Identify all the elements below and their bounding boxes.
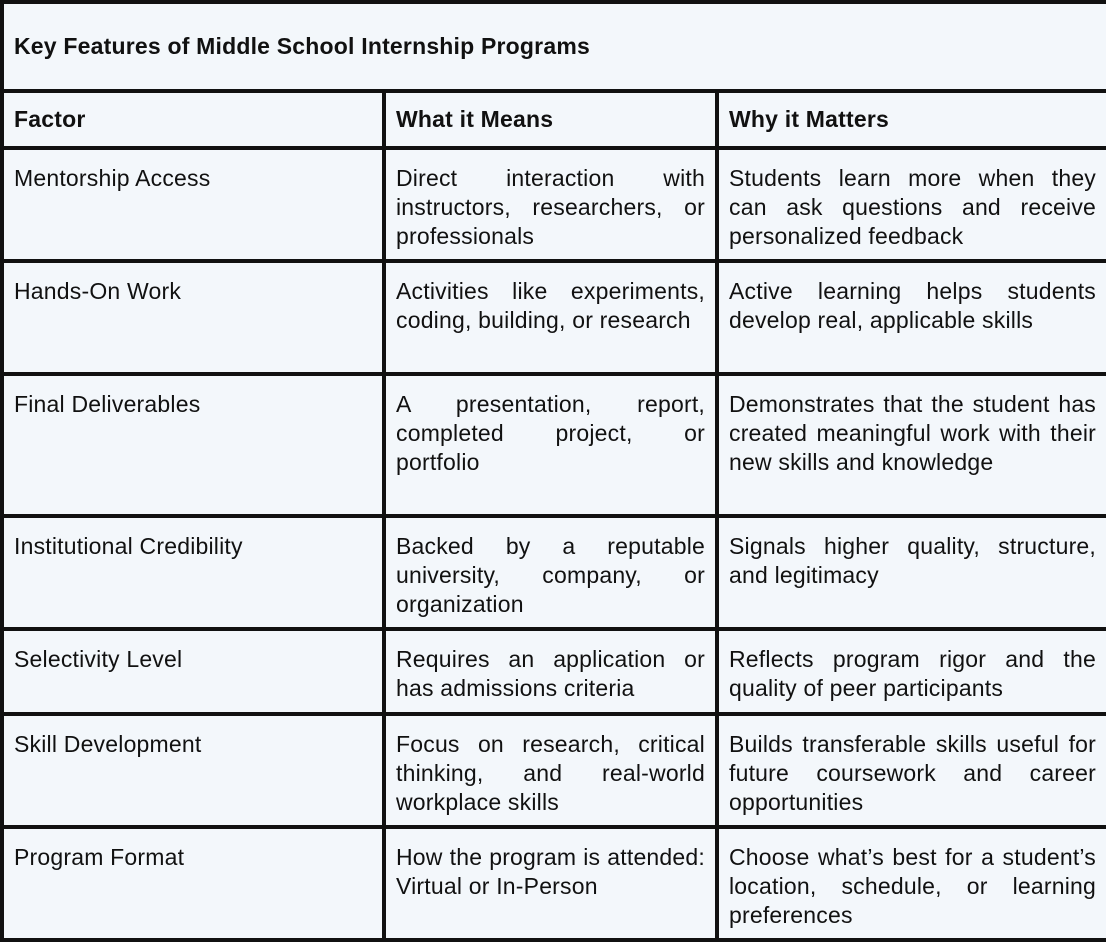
matters-cell: Choose what’s best for a student’s location, schedule, or learning preferences <box>717 827 1106 940</box>
matters-cell: Builds transferable skills useful for future coursework and career opportunities <box>717 714 1106 827</box>
title-row <box>2 2 1106 91</box>
matters-cell: Reflects program rigor and the quality of peer participants <box>717 629 1106 714</box>
meaning-cell: Focus on research, critical thinking, and real-world workplace skills <box>384 714 717 827</box>
factor-cell: Final Deliverables <box>2 374 384 515</box>
factor-cell: Selectivity Level <box>2 629 384 714</box>
header-meaning: What it Means <box>384 91 717 148</box>
table-row <box>2 516 1106 629</box>
header-row <box>2 91 1106 148</box>
matters-cell: Signals higher quality, structure, and legitimacy <box>717 516 1106 629</box>
meaning-cell: Requires an application or has admissions criteria <box>384 629 717 714</box>
table-row <box>2 374 1106 515</box>
matters-cell: Students learn more when they can ask questions and receive personalized feedback <box>717 148 1106 261</box>
meaning-cell: How the program is attended: Virtual or In-Person <box>384 827 717 940</box>
header-factor: Factor <box>2 91 384 148</box>
table-row <box>2 714 1106 827</box>
meaning-cell: A presentation, report, completed project, or portfolio <box>384 374 717 515</box>
header-matters: Why it Matters <box>717 91 1106 148</box>
factor-cell: Institutional Credibility <box>2 516 384 629</box>
meaning-cell: Activities like experiments, coding, building, or research <box>384 261 717 374</box>
meaning-cell: Direct interaction with instructors, researchers, or professionals <box>384 148 717 261</box>
matters-cell: Active learning helps students develop real, applicable skills <box>717 261 1106 374</box>
table-title: Key Features of Middle School Internship Programs <box>2 2 1106 91</box>
meaning-cell: Backed by a reputable university, company, or organization <box>384 516 717 629</box>
table-row <box>2 629 1106 714</box>
factor-cell: Hands-On Work <box>2 261 384 374</box>
factor-cell: Program Format <box>2 827 384 940</box>
factor-cell: Mentorship Access <box>2 148 384 261</box>
matters-cell: Demonstrates that the student has created meaningful work with their new skills and knowledge <box>717 374 1106 515</box>
table-row <box>2 261 1106 374</box>
factor-cell: Skill Development <box>2 714 384 827</box>
table-row <box>2 827 1106 940</box>
table-row <box>2 148 1106 261</box>
